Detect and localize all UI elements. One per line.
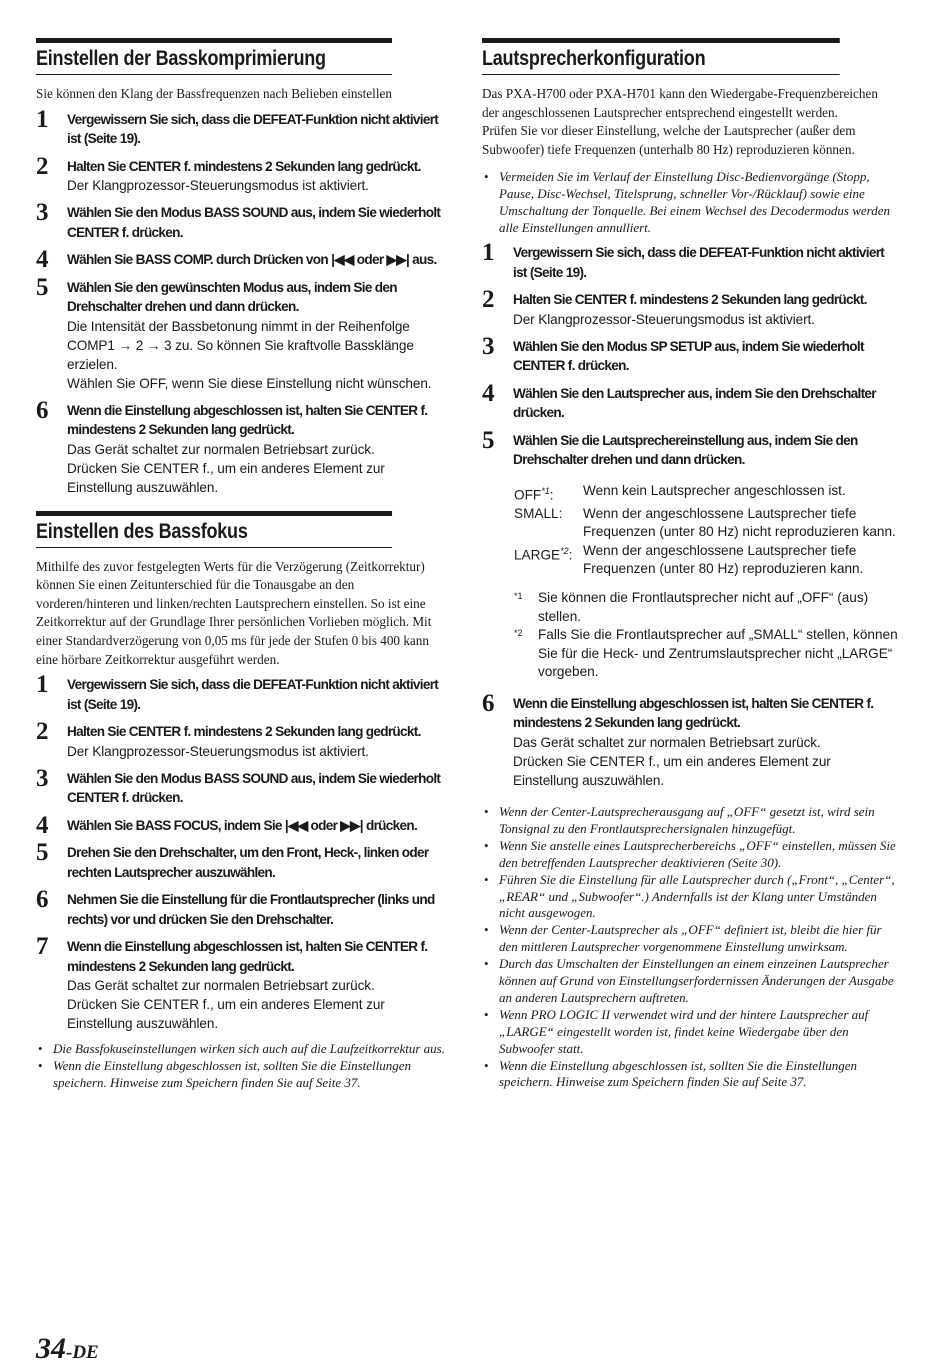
speaker-option <box>514 482 898 505</box>
step-body: Die Intensität der Bassbetonung nimmt in der Reihenfolge COMP1 → 2 → 3 zu. So können Sie kraftvolle Bassklänge erzielen. Wählen Sie OFF, wenn Sie diese Einstellung nicht wünschen. <box>67 318 432 391</box>
footnote-text: Falls Sie die Frontlautsprecher auf „SMALL“ stellen, können Sie für die Heck- und Zentrumslautsprecher nicht „LARGE“ vorgeben. <box>538 627 898 680</box>
notes-list <box>36 1041 450 1092</box>
section-bass-compression <box>36 38 450 497</box>
step-title: Wählen Sie den gewünschten Modus aus, indem Sie den Drehschalter drehen und dann drücken. <box>67 279 397 315</box>
note-item: • Wenn die Einstellung abgeschlossen ist, sollten Sie die Einstellungen speichern. Hinweise zum Speichern finden Sie auf Seite 37. <box>36 1058 450 1092</box>
step-item <box>36 105 450 149</box>
step-number: 2 <box>36 152 49 180</box>
step-title: Wählen Sie BASS COMP. durch Drücken von |◀◀ oder ▶▶| aus. <box>67 252 437 268</box>
step-item <box>36 396 450 497</box>
section-speaker-config <box>482 38 898 1091</box>
step-item <box>482 379 898 423</box>
note-item: • Wenn der Center-Lautsprecher als „OFF“ definiert ist, bleibt die hier für den mittleren Lautsprecher vorgenommene Einstellung unwirksam. <box>482 922 898 956</box>
step-title: Drehen Sie den Drehschalter, um den Front, Heck-, linken oder rechten Lautsprecher auszuwählen. <box>67 845 429 880</box>
option-key <box>514 482 583 505</box>
step-number: 6 <box>36 396 49 424</box>
step-title: Vergewissern Sie sich, dass die DEFEAT-Funktion nicht aktiviert ist (Seite 19). <box>67 677 439 712</box>
footnotes <box>514 589 898 682</box>
option-key <box>514 542 583 579</box>
note-item: • Die Bassfokuseinstellungen wirken sich auch auf die Laufzeitkorrektur aus. <box>36 1041 450 1058</box>
footnote <box>514 589 898 626</box>
section-intro: Mithilfe des zuvor festgelegten Werts für die Verzögerung (Zeitkorrektur) können Sie einen Zeitunterschied für die Tonausgabe an den vorderen/hinteren und linken/rechten Lautsprechern einstellen. So ist eine Zeitkorrektur auf der Grundlage Ihrer persönlichen Vorlieben möglich. Mit einer Standardverzögerung von 0,05 ms für jede der Stufen 0 bis 400 kann eine hörbare Zeitkorrektur ausgeführt werden. <box>36 558 432 667</box>
section-intro: Das PXA-H700 oder PXA-H701 kann den Wiedergabe-Frequenzbereichen der angeschlossenen Lautsprecher entsprechend eingestellt werden. Prüfen Sie vor dieser Einstellung, welche der Lautsprecher (außer dem Subwoofer) tiefe Frequenzen (unterhalb 80 Hz) reproduzieren können. <box>482 86 878 157</box>
notes-list <box>482 804 898 1091</box>
footnote <box>514 626 898 682</box>
section-intro: Sie können den Klang der Bassfrequenzen nach Belieben einstellen <box>36 86 392 101</box>
step-number: 2 <box>36 718 49 746</box>
step-number: 3 <box>482 332 495 360</box>
step-body: Der Klangprozessor-Steuerungsmodus ist aktiviert. <box>67 743 369 759</box>
step-title: Nehmen Sie die Einstellung für die Frontlautsprecher (links und rechts) vor und drücken Sie den Drehschalter. <box>67 892 435 927</box>
step-item <box>482 426 898 470</box>
step-title: Wählen Sie die Lautsprechereinstellung aus, indem Sie den Drehschalter drehen und dann drücken. <box>513 432 858 467</box>
option-key-suffix: : <box>568 547 573 563</box>
step-list <box>36 671 450 1033</box>
option-description: Wenn der angeschlossene Lautsprecher tiefe Frequenzen (unter 80 Hz) reproduzieren kann. <box>583 542 864 577</box>
step-item <box>36 839 450 882</box>
option-key <box>514 505 583 542</box>
step-number: 1 <box>36 105 49 133</box>
step-number: 5 <box>482 426 495 454</box>
pre-notes-list <box>482 169 898 237</box>
step-body: Der Klangprozessor-Steuerungsmodus ist aktiviert. <box>67 178 369 194</box>
step-number: 4 <box>36 246 49 274</box>
step-number: 1 <box>482 239 495 266</box>
section-title: Einstellen des Bassfokus <box>36 511 392 548</box>
page-number-suffix: -DE <box>66 1342 99 1363</box>
step-list <box>482 239 898 470</box>
step-title: Vergewissern Sie sich, dass die DEFEAT-Funktion nicht aktiviert ist (Seite 19). <box>67 111 439 147</box>
option-footnote-mark: *1 <box>541 485 550 496</box>
step-number: 6 <box>482 689 495 717</box>
step-number: 7 <box>36 933 49 961</box>
step-title: Wählen Sie den Modus SP SETUP aus, indem Sie wiederholt CENTER f. drücken. <box>513 338 864 373</box>
step-item <box>36 886 450 929</box>
step-item <box>36 933 450 1033</box>
step-number: 3 <box>36 764 49 792</box>
step-item <box>482 286 898 329</box>
section-bass-focus <box>36 511 450 1092</box>
step-title: Wählen Sie den Modus BASS SOUND aus, indem Sie wiederholt CENTER f. drücken. <box>67 770 441 806</box>
note-item: • Wenn der Center-Lautsprecherausgang auf „OFF“ gesetzt ist, wird sein Tonsignal zu den Frontlautsprechersignalen hinzugefügt. <box>482 804 898 838</box>
step-number: 3 <box>36 199 49 227</box>
step-title: Wählen Sie BASS FOCUS, indem Sie |◀◀ oder ▶▶| drücken. <box>67 817 418 833</box>
step-title: Wenn die Einstellung abgeschlossen ist, halten Sie CENTER f. mindestens 2 Sekunden lang gedrückt. <box>67 939 428 974</box>
step-item <box>36 811 450 839</box>
option-description: Wenn kein Lautsprecher angeschlossen ist. <box>583 482 846 498</box>
option-key-text: OFF <box>514 487 542 503</box>
step-list <box>36 105 450 497</box>
step-title: Halten Sie CENTER f. mindestens 2 Sekunden lang gedrückt. <box>67 724 421 740</box>
note-item: • Wenn die Einstellung abgeschlossen ist, sollten Sie die Einstellungen speichern. Hinweise zum Speichern finden Sie auf Seite 37. <box>482 1058 898 1092</box>
step-item <box>36 718 450 761</box>
note-item: • Führen Sie die Einstellung für alle Lautsprecher durch („Front“, „Center“, „REAR“ und „Subwoofer“.) Andernfalls ist der Klang unter Umständen nicht ausgewogen. <box>482 872 898 923</box>
speaker-options <box>514 482 898 580</box>
footnote-mark: *1 <box>514 591 523 601</box>
step-title: Wenn die Einstellung abgeschlossen ist, halten Sie CENTER f. mindestens 2 Sekunden lang gedrückt. <box>67 402 428 438</box>
left-column <box>36 38 450 1092</box>
section-title: Einstellen der Basskomprimierung <box>36 38 392 75</box>
page-number <box>36 1333 99 1369</box>
step-body: Das Gerät schaltet zur normalen Betriebsart zurück. Drücken Sie CENTER f., um ein anderes Element zur Einstellung auszuwählen. <box>513 734 831 788</box>
section-title: Lautsprecherkonfiguration <box>482 38 840 75</box>
option-key-text: SMALL: <box>514 505 563 521</box>
step-title: Wenn die Einstellung abgeschlossen ist, halten Sie CENTER f. mindestens 2 Sekunden lang gedrückt. <box>513 695 874 731</box>
step-item <box>36 152 450 196</box>
step-title: Wählen Sie den Modus BASS SOUND aus, indem Sie wiederholt CENTER f. drücken. <box>67 205 441 240</box>
option-key-text: LARGE <box>514 547 561 563</box>
step-number: 2 <box>482 286 495 313</box>
step-item <box>482 689 898 790</box>
step-number: 1 <box>36 671 49 699</box>
step-item <box>36 764 450 808</box>
step-title: Vergewissern Sie sich, dass die DEFEAT-Funktion nicht aktiviert ist (Seite 19). <box>513 245 885 280</box>
footnote-text: Sie können die Frontlautsprecher nicht auf „OFF“ (aus) stellen. <box>538 590 869 624</box>
option-key-suffix: : <box>549 487 554 503</box>
step-title: Wählen Sie den Lautsprecher aus, indem Sie den Drehschalter drücken. <box>513 385 876 420</box>
step-title: Halten Sie CENTER f. mindestens 2 Sekunden lang gedrückt. <box>67 158 421 174</box>
note-item: • Wenn PRO LOGIC II verwendet wird und der hintere Lautsprecher auf „LARGE“ eingestellt worden ist, findet keine Wiedergabe über den Subwoofer statt. <box>482 1007 898 1058</box>
note-item: • Durch das Umschalten der Einstellungen an einem einzeinen Lautsprecher können auf Grund von Einstellungserfordernissen Änderungen der Ausgabe an anderen Lautsprechern auftreten. <box>482 956 898 1007</box>
note-item: • Vermeiden Sie im Verlauf der Einstellung Disc-Bedienvorgänge (Stopp, Pause, Disc-Wechsel, Titelsprung, schneller Vor-/Rücklauf) sowie eine Umschaltung der Tonquelle. Bei einem Wechsel des Decodermodus werden alle Einstellungen annulliert. <box>482 169 898 237</box>
step-body: Das Gerät schaltet zur normalen Betriebsart zurück. Drücken Sie CENTER f., um ein anderes Element zur Einstellung auszuwählen. <box>67 978 385 1032</box>
speaker-option <box>514 542 898 579</box>
page-number-value: 34 <box>36 1332 66 1365</box>
step-item <box>36 273 450 393</box>
footnote-mark: *2 <box>514 628 523 639</box>
step-item <box>482 332 898 376</box>
right-column <box>482 38 898 1091</box>
step-title: Halten Sie CENTER f. mindestens 2 Sekunden lang gedrückt. <box>513 292 867 307</box>
step-item <box>36 199 450 242</box>
note-item: • Wenn Sie anstelle eines Lautsprecherbereichs „OFF“ einstellen, müssen Sie den betreffenden Lautsprecher deaktivieren (Seite 30). <box>482 838 898 872</box>
step-item <box>482 239 898 282</box>
step-number: 5 <box>36 839 49 867</box>
step-number: 4 <box>482 379 495 407</box>
step-body: Der Klangprozessor-Steuerungsmodus ist aktiviert. <box>513 311 815 327</box>
step-number: 4 <box>36 811 49 839</box>
step-body: Das Gerät schaltet zur normalen Betriebsart zurück. Drücken Sie CENTER f., um ein anderes Element zur Einstellung auszuwählen. <box>67 441 385 495</box>
speaker-option <box>514 505 898 542</box>
option-footnote-mark: *2 <box>560 545 569 556</box>
option-description: Wenn der angeschlossene Lautsprecher tiefe Frequenzen (unter 80 Hz) nicht reproduzieren kann. <box>583 505 896 540</box>
step-item <box>36 246 450 274</box>
step-item <box>36 671 450 714</box>
step-number: 5 <box>36 273 49 301</box>
step-number: 6 <box>36 886 49 914</box>
